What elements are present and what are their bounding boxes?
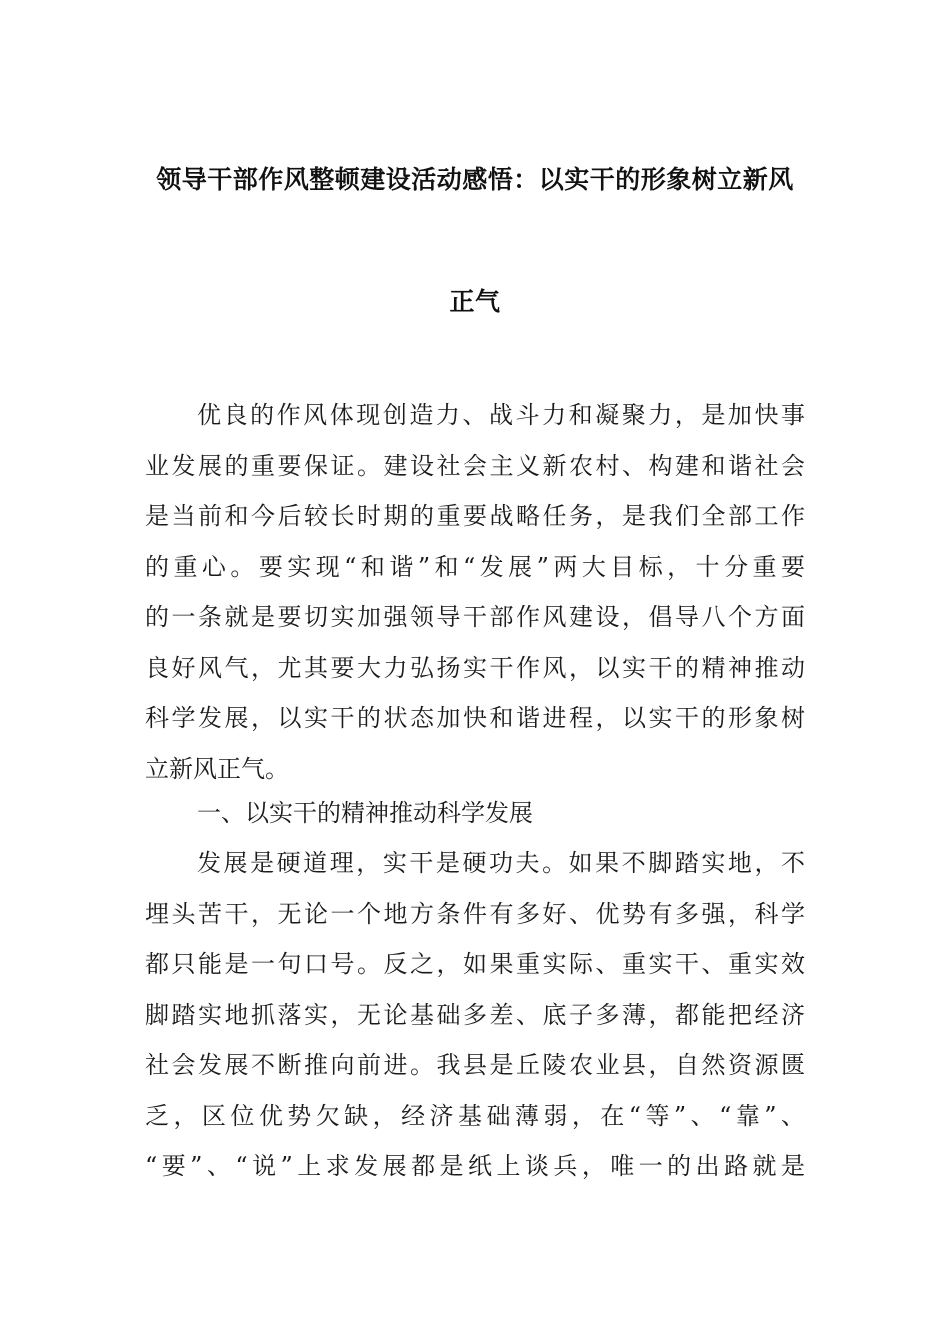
paragraph-line: 乏，区位优势欠缺，经济基础薄弱，在“等”、“靠”、	[145, 1101, 805, 1130]
paragraph-line: 优良的作风体现创造力、战斗力和凝聚力，是加快事	[197, 401, 805, 429]
paragraph-line: 脚踏实地抓落实，无论基础多差、底子多薄，都能把经济	[145, 1000, 805, 1029]
document-title-line-2: 正气	[449, 287, 501, 316]
paragraph-line: 埋头苦干，无论一个地方条件有多好、优势有多强，科学	[145, 899, 805, 928]
paragraph-line: 的一条就是要切实加强领导干部作风建设，倡导八个方面	[145, 603, 805, 631]
paragraph-intro	[145, 390, 805, 794]
paragraph-line: 良好风气，尤其要大力弘扬实干作风，以实干的精神推动	[145, 653, 805, 682]
paragraph-line: 业发展的重要保证。建设社会主义新农村、构建和谐社会	[145, 451, 805, 480]
paragraph-development	[145, 838, 805, 1192]
document-title-line-1: 领导干部作风整顿建设活动感悟：以实干的形象树立新风	[156, 165, 794, 194]
section-heading-1-wrapper	[145, 788, 805, 839]
paragraph-line: 社会发展不断推向前进。我县是丘陵农业县，自然资源匮	[145, 1051, 805, 1079]
paragraph-line: 发展是硬道理，实干是硬功夫。如果不脚踏实地，不	[197, 849, 805, 877]
paragraph-line: 立新风正气。	[145, 754, 289, 783]
paragraph-line: 是当前和今后较长时期的重要战略任务，是我们全部工作	[145, 502, 805, 530]
paragraph-line: 科学发展，以实干的状态加快和谐进程，以实干的形象树	[145, 704, 805, 732]
paragraph-line: 的重心。要实现“和谐”和“发展”两大目标，十分重要	[145, 552, 805, 581]
section-heading-1: 一、以实干的精神推动科学发展	[197, 799, 533, 827]
paragraph-line: 都只能是一句口号。反之，如果重实际、重实干、重实效	[145, 950, 805, 978]
paragraph-line: “要”、“说”上求发展都是纸上谈兵，唯一的出路就是	[145, 1152, 805, 1180]
